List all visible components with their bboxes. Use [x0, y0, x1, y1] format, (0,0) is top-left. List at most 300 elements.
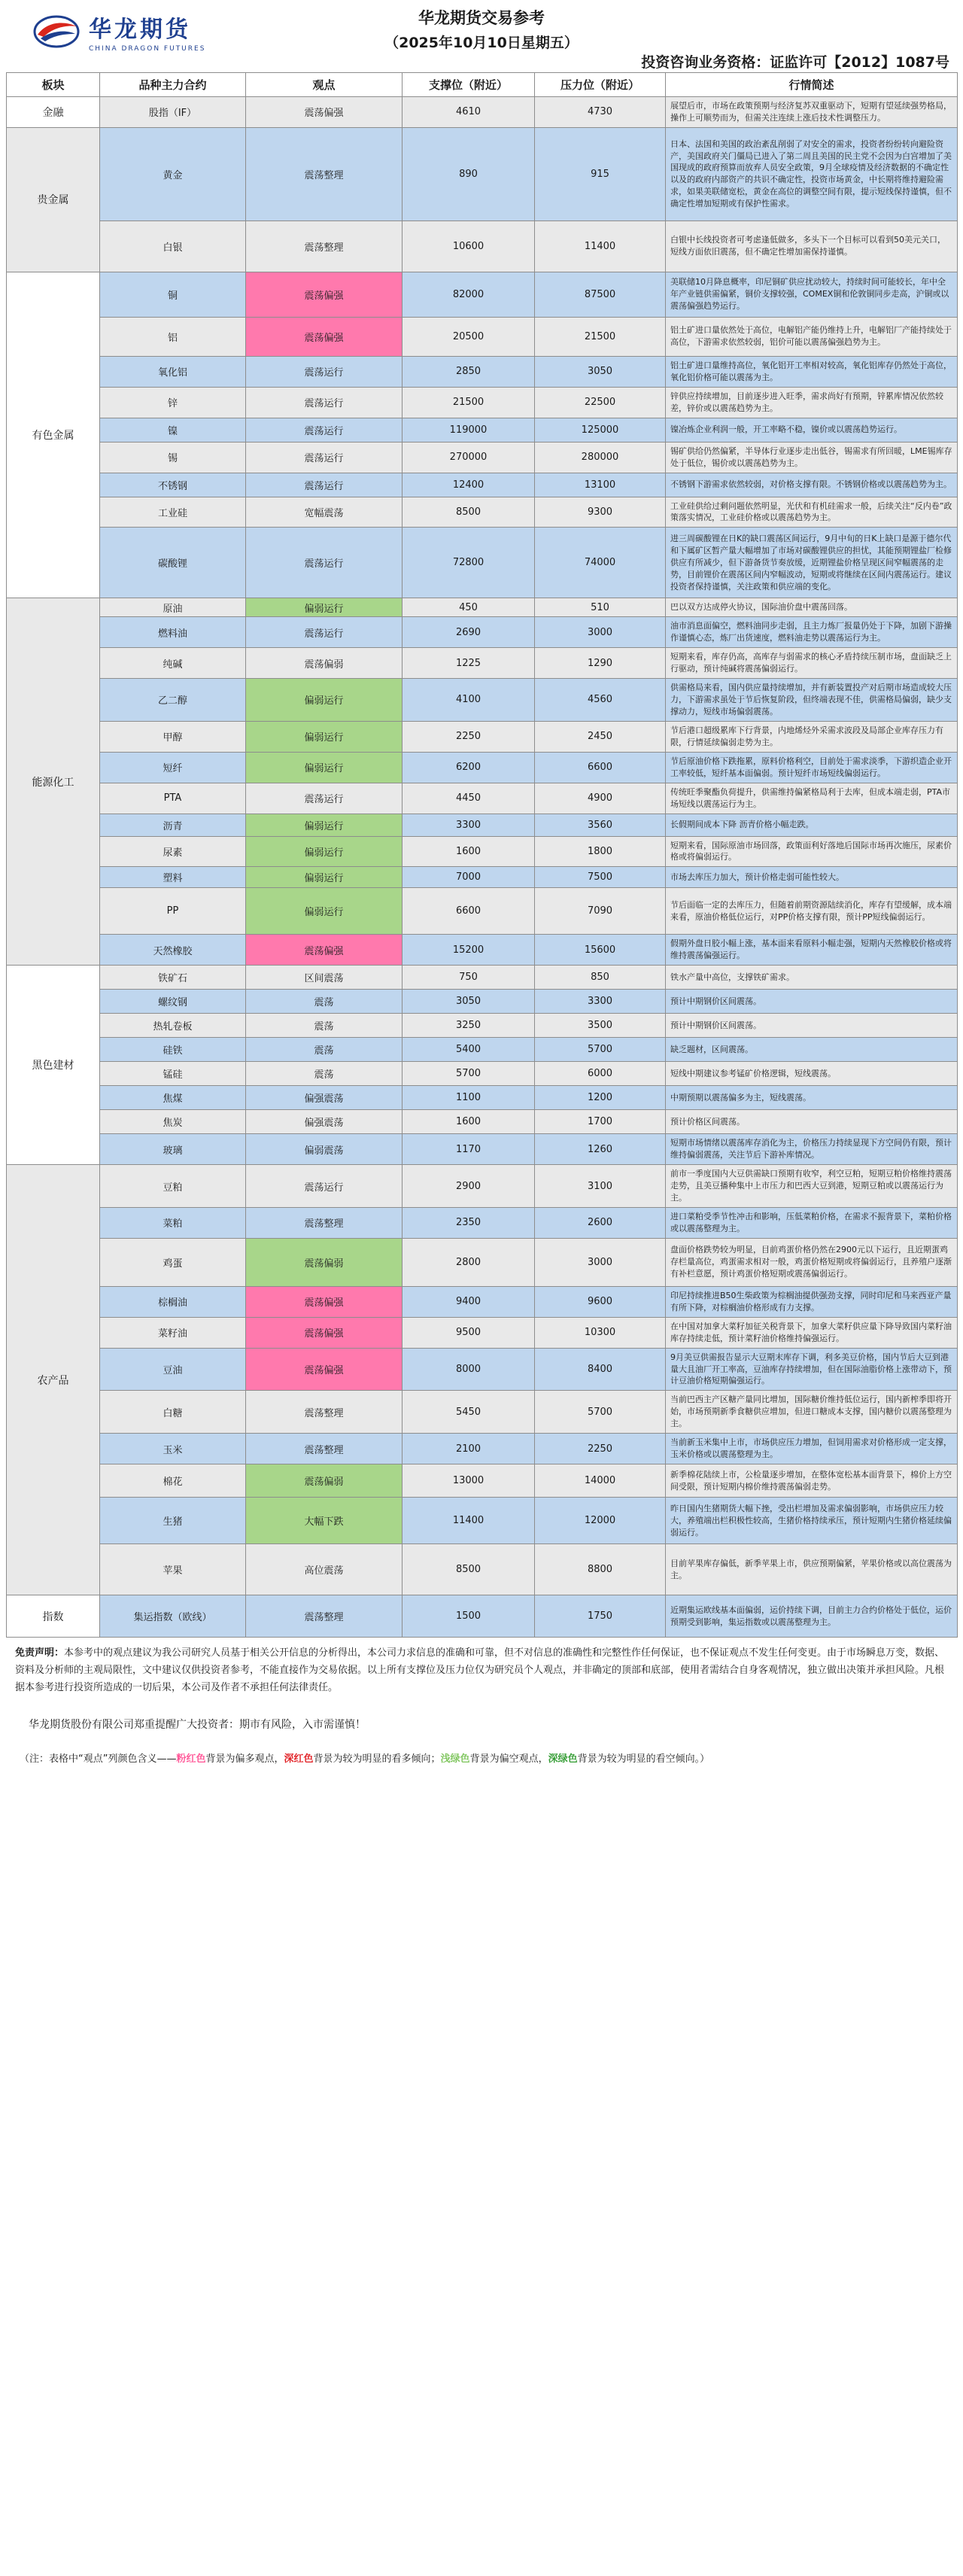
support-cell: 2350 [403, 1207, 535, 1238]
table-row [7, 497, 958, 528]
support-cell: 3250 [403, 1014, 535, 1038]
product-cell: 棕榈油 [100, 1286, 246, 1317]
view-cell: 宽幅震荡 [246, 497, 403, 528]
legend-darkgreen-text: 背景为较为明显的看空倾向。） [577, 1753, 710, 1765]
description-cell: 节后面临一定的去库压力，但随着前期资源陆续消化，库存有望缓解，成本端来看，原油价格低位运行，对PP价格支撑有限，预计PP短线偏弱运行。 [666, 888, 958, 935]
product-cell: 锰硅 [100, 1062, 246, 1086]
resistance-cell: 8800 [535, 1544, 666, 1595]
table-row [7, 317, 958, 356]
resistance-cell: 2450 [535, 721, 666, 752]
resistance-cell: 3100 [535, 1165, 666, 1208]
support-cell: 450 [403, 598, 535, 617]
product-cell: 沥青 [100, 814, 246, 836]
description-cell: 盘面价格跌势较为明显，目前鸡蛋价格仍然在2900元以下运行，且近期蛋鸡存栏量高位，鸡蛋需求相对一般，鸡蛋价格短期或将偏弱运行，且养殖户逐渐有补栏意愿，预计鸡蛋价格短期或震荡偏弱运行。 [666, 1238, 958, 1286]
table-row [7, 220, 958, 272]
support-cell: 750 [403, 966, 535, 990]
resistance-cell: 4560 [535, 679, 666, 722]
resistance-cell: 6600 [535, 752, 666, 783]
view-cell: 震荡运行 [246, 783, 403, 814]
note-prefix: （注：表格中“观点”列颜色含义—— [20, 1753, 177, 1765]
view-cell: 震荡运行 [246, 528, 403, 598]
description-cell: 镍冶炼企业利润一般，开工率略不稳，镍价或以震荡趋势运行。 [666, 418, 958, 442]
description-cell: 预计价格区间震荡。 [666, 1110, 958, 1134]
table-row [7, 442, 958, 473]
support-cell: 8500 [403, 497, 535, 528]
view-cell: 震荡整理 [246, 1595, 403, 1638]
product-cell: 原油 [100, 598, 246, 617]
resistance-cell: 11400 [535, 220, 666, 272]
description-cell: 长假期间成本下降 沥青价格小幅走跌。 [666, 814, 958, 836]
product-cell: 天然橡胶 [100, 935, 246, 966]
support-cell: 11400 [403, 1498, 535, 1544]
view-cell: 震荡 [246, 1062, 403, 1086]
description-cell: 昨日国内生猪期货大幅下挫，受出栏增加及需求偏弱影响，市场供应压力较大，养殖端出栏积极性较高，生猪价格持续承压，预计短期内生猪价格延续偏弱运行。 [666, 1498, 958, 1544]
table-row [7, 721, 958, 752]
company-reminder: 华龙期货股份有限公司郑重提醒广大投资者：期市有风险，入市需谨慎！ [29, 1719, 366, 1732]
table-row [7, 97, 958, 128]
resistance-cell: 9300 [535, 497, 666, 528]
support-cell: 9400 [403, 1286, 535, 1317]
support-cell: 2850 [403, 356, 535, 387]
product-cell: 燃料油 [100, 617, 246, 648]
view-cell: 偏弱运行 [246, 814, 403, 836]
sector-cell: 黑色建材 [7, 966, 100, 1165]
product-cell: 锡 [100, 442, 246, 473]
description-cell: 短期来看，库存仍高，高库存与弱需求的核心矛盾持续压制市场，盘面缺乏上行驱动，预计纯碱将震荡偏弱运行。 [666, 648, 958, 679]
view-cell: 震荡整理 [246, 1434, 403, 1464]
resistance-cell: 22500 [535, 387, 666, 418]
sector-cell: 有色金属 [7, 272, 100, 598]
description-cell: 铁水产量中高位，支撑铁矿需求。 [666, 966, 958, 990]
support-cell: 21500 [403, 387, 535, 418]
support-cell: 8000 [403, 1348, 535, 1391]
view-cell: 震荡 [246, 990, 403, 1014]
legend-lightgreen-label: 浅绿色 [440, 1753, 470, 1765]
description-cell: 目前苹果库存偏低，新季苹果上市，供应预期偏紧，苹果价格或以高位震荡为主。 [666, 1544, 958, 1595]
view-cell: 大幅下跌 [246, 1498, 403, 1544]
description-cell: 前市一季度国内大豆供需缺口预期有收窄，利空豆粕，短期豆粕价格维持震荡走势，且美豆播种集中上市压力和巴西大豆到港，短期豆粕或以震荡运行为主。 [666, 1165, 958, 1208]
table-row [7, 1498, 958, 1544]
view-cell: 震荡运行 [246, 442, 403, 473]
view-cell: 偏弱运行 [246, 888, 403, 935]
support-cell: 2250 [403, 721, 535, 752]
product-cell: 热轧卷板 [100, 1014, 246, 1038]
support-cell: 20500 [403, 317, 535, 356]
product-cell: 塑料 [100, 867, 246, 888]
view-cell: 震荡整理 [246, 127, 403, 220]
product-cell: 不锈钢 [100, 473, 246, 497]
description-cell: 缺乏题材，区间震荡。 [666, 1038, 958, 1062]
table-row [7, 272, 958, 317]
product-cell: 黄金 [100, 127, 246, 220]
table-body [7, 97, 958, 1638]
support-cell: 10600 [403, 220, 535, 272]
table-row [7, 127, 958, 220]
legend-pink-label: 粉红色 [176, 1753, 206, 1765]
product-cell: 鸡蛋 [100, 1238, 246, 1286]
support-cell: 2900 [403, 1165, 535, 1208]
sector-cell: 能源化工 [7, 598, 100, 966]
view-cell: 偏弱运行 [246, 721, 403, 752]
description-cell: 在中国对加拿大菜籽加征关税背景下，加拿大菜籽供应量下降导致国内菜籽油库存持续走低，预计菜籽油价格维持偏强运行。 [666, 1317, 958, 1348]
product-cell: 股指（IF） [100, 97, 246, 128]
description-cell: 节后原油价格下跌拖累，原料价格利空，目前处于需求淡季，下游织造企业开工率较低，短纤基本面偏弱。预计短纤市场短线偏弱运行。 [666, 752, 958, 783]
license-info: 投资咨询业务资格：证监许可【2012】1087号 [641, 54, 949, 71]
description-cell: 日本、法国和美国的政治紊乱削弱了对安全的需求，投资者纷纷转向避险资产，美国政府关门僵局已进入了第二周且美国的民主党不会因为白宫增加了美国现成的政府预算而放弃人员安全政策，9月全球疫情及经济数据的不确定性以及的政府内部资产的共识不确定性，投资市场黄金，中长期将维持避险需求，如果美联储宽松，黄金在高位的调整空间有限，提示短线保持谨慎，但不确定性增加短期或有保护性需求。 [666, 127, 958, 220]
table-row [7, 617, 958, 648]
product-cell: 生猪 [100, 1498, 246, 1544]
view-cell: 震荡整理 [246, 1391, 403, 1434]
report-footer [6, 1638, 957, 1769]
table-row [7, 783, 958, 814]
product-cell: 纯碱 [100, 648, 246, 679]
view-cell: 偏弱运行 [246, 598, 403, 617]
description-cell: 当前新玉米集中上市，市场供应压力增加，但饲用需求对价格形成一定支撑，玉米价格或以震荡整理为主。 [666, 1434, 958, 1464]
product-cell: 玻璃 [100, 1134, 246, 1165]
support-cell: 4100 [403, 679, 535, 722]
table-row [7, 888, 958, 935]
support-cell: 270000 [403, 442, 535, 473]
support-cell: 5400 [403, 1038, 535, 1062]
resistance-cell: 4900 [535, 783, 666, 814]
view-cell: 震荡偏强 [246, 317, 403, 356]
table-row [7, 1110, 958, 1134]
support-cell: 5700 [403, 1062, 535, 1086]
view-cell: 震荡运行 [246, 1165, 403, 1208]
table-row [7, 867, 958, 888]
resistance-cell: 1800 [535, 836, 666, 867]
resistance-cell: 3050 [535, 356, 666, 387]
table-row [7, 814, 958, 836]
disclaimer-label: 免责声明： [15, 1647, 65, 1659]
product-cell: 铝 [100, 317, 246, 356]
support-cell: 5450 [403, 1391, 535, 1434]
support-cell: 1100 [403, 1086, 535, 1110]
support-cell: 72800 [403, 528, 535, 598]
view-cell: 高位震荡 [246, 1544, 403, 1595]
resistance-cell: 1290 [535, 648, 666, 679]
product-cell: 焦煤 [100, 1086, 246, 1110]
view-cell: 区间震荡 [246, 966, 403, 990]
column-header-sector: 板块 [7, 73, 100, 97]
resistance-cell: 2600 [535, 1207, 666, 1238]
support-cell: 12400 [403, 473, 535, 497]
table-row [7, 1348, 958, 1391]
view-cell: 偏弱运行 [246, 867, 403, 888]
product-cell: 铜 [100, 272, 246, 317]
resistance-cell: 915 [535, 127, 666, 220]
product-cell: 白银 [100, 220, 246, 272]
product-cell: 碳酸锂 [100, 528, 246, 598]
resistance-cell: 1200 [535, 1086, 666, 1110]
view-cell: 震荡运行 [246, 418, 403, 442]
table-row [7, 1544, 958, 1595]
support-cell: 1600 [403, 836, 535, 867]
product-cell: 螺纹钢 [100, 990, 246, 1014]
sector-cell: 贵金属 [7, 127, 100, 272]
view-cell: 震荡偏强 [246, 935, 403, 966]
description-cell: 进口菜粕受季节性冲击和影响，压低菜粕价格，在需求不振背景下，菜粕价格或以震荡整理为主。 [666, 1207, 958, 1238]
description-cell: 铝土矿进口量依然处于高位，电解铝产能仍维持上升，电解铝厂产能持续处于高位，下游需求依然较弱，铝价可能以震荡偏强趋势为主。 [666, 317, 958, 356]
view-cell: 震荡整理 [246, 220, 403, 272]
table-row [7, 935, 958, 966]
support-cell: 1225 [403, 648, 535, 679]
resistance-cell: 8400 [535, 1348, 666, 1391]
support-cell: 8500 [403, 1544, 535, 1595]
description-cell: 近期集运欧线基本面偏弱，运价持续下调，目前主力合约价格处于低位，运价预期受到影响，集运指数或以震荡整理为主。 [666, 1595, 958, 1638]
support-cell: 3300 [403, 814, 535, 836]
table-row [7, 1595, 958, 1638]
view-cell: 震荡运行 [246, 387, 403, 418]
resistance-cell: 510 [535, 598, 666, 617]
resistance-cell: 3560 [535, 814, 666, 836]
report-title: 华龙期货交易参考 [418, 9, 545, 27]
description-cell: 锡矿供给仍然偏紧，半导体行业逐步走出低谷，锡需求有所回暖，LME锡库存处于低位，锡价或以震荡趋势为主。 [666, 442, 958, 473]
table-row [7, 1317, 958, 1348]
support-cell: 7000 [403, 867, 535, 888]
product-cell: 菜粕 [100, 1207, 246, 1238]
resistance-cell: 3000 [535, 1238, 666, 1286]
table-row [7, 598, 958, 617]
sector-cell: 农产品 [7, 1165, 100, 1595]
description-cell: 铝土矿进口量维持高位，氧化铝开工率相对较高，氧化铝库存仍然处于高位，氧化铝价格可能以震荡为主。 [666, 356, 958, 387]
table-row [7, 966, 958, 990]
support-cell: 4450 [403, 783, 535, 814]
view-cell: 震荡偏弱 [246, 1464, 403, 1498]
description-cell: 假期外盘日胶小幅上涨，基本面来看原料小幅走强，短期内天然橡胶价格或将维持震荡偏强运行。 [666, 935, 958, 966]
table-row [7, 528, 958, 598]
description-cell: 锌供应持续增加，目前逐步进入旺季，需求尚好有预期，锌累库情况依然较差，锌价或以震荡趋势为主。 [666, 387, 958, 418]
resistance-cell: 850 [535, 966, 666, 990]
product-cell: 棉花 [100, 1464, 246, 1498]
product-cell: 氧化铝 [100, 356, 246, 387]
product-cell: PTA [100, 783, 246, 814]
view-cell: 震荡偏强 [246, 97, 403, 128]
sector-cell: 指数 [7, 1595, 100, 1638]
report-date: （2025年10月10日星期五） [384, 35, 579, 51]
resistance-cell: 21500 [535, 317, 666, 356]
resistance-cell: 280000 [535, 442, 666, 473]
table-row [7, 418, 958, 442]
product-cell: 甲醇 [100, 721, 246, 752]
product-cell: 焦炭 [100, 1110, 246, 1134]
column-header-product: 品种主力合约 [100, 73, 246, 97]
product-cell: 菜籽油 [100, 1317, 246, 1348]
support-cell: 890 [403, 127, 535, 220]
description-cell: 供需格局来看，国内供应量持续增加，并有新装置投产对后期市场造成较大压力，下游需求虽处于节后恢复阶段，但终端表现不佳，供需格局偏弱，缺少支撑动力，短线市场偏弱震荡。 [666, 679, 958, 722]
description-cell: 巴以双方达成停火协议，国际油价盘中震荡回落。 [666, 598, 958, 617]
resistance-cell: 3300 [535, 990, 666, 1014]
product-cell: 乙二醇 [100, 679, 246, 722]
table-row [7, 1464, 958, 1498]
resistance-cell: 125000 [535, 418, 666, 442]
product-cell: 镍 [100, 418, 246, 442]
description-cell: 预计中期钢价区间震荡。 [666, 990, 958, 1014]
description-cell: 短期来看，国际原油市场回落，政策面利好落地后国际市场再次施压，尿素价格或将偏弱运行。 [666, 836, 958, 867]
table-header-row [7, 73, 958, 97]
support-cell: 15200 [403, 935, 535, 966]
resistance-cell: 4730 [535, 97, 666, 128]
description-cell: 工业硅供给过剩问题依然明显，光伏和有机硅需求一般，后续关注“反内卷”政策落实情况，工业硅价格或以震荡趋势为主。 [666, 497, 958, 528]
description-cell: 印尼持续推进B50生柴政策为棕榈油提供强劲支撑，同时印尼和马来西亚产量有所下降，对棕榈油价格形成有力支撑。 [666, 1286, 958, 1317]
report-header [6, 0, 957, 72]
description-cell: 预计中期钢价区间震荡。 [666, 1014, 958, 1038]
support-cell: 2690 [403, 617, 535, 648]
description-cell: 新季棉花陆续上市，公检量逐步增加，在整体宽松基本面背景下，棉价上方空间受限，预计短期内棉价维持震荡偏弱走势。 [666, 1464, 958, 1498]
table-row [7, 473, 958, 497]
column-header-resistance: 压力位（附近） [535, 73, 666, 97]
resistance-cell: 1700 [535, 1110, 666, 1134]
resistance-cell: 15600 [535, 935, 666, 966]
description-cell: 白银中长线投资者可考虑逢低做多，多头下一个目标可以看到50美元关口，短线方面依旧震荡，但不确定性增加需保持谨慎。 [666, 220, 958, 272]
column-header-view: 观点 [246, 73, 403, 97]
support-cell: 82000 [403, 272, 535, 317]
table-row [7, 1086, 958, 1110]
description-cell: 当前巴西主产区糖产量同比增加，国际糖价维持低位运行，国内新榨季即将开始，市场预期新季食糖供应增加，但进口糖成本支撑，国内糖价以震荡整理为主。 [666, 1391, 958, 1434]
resistance-cell: 2250 [535, 1434, 666, 1464]
view-cell: 偏弱震荡 [246, 1134, 403, 1165]
product-cell: 锌 [100, 387, 246, 418]
disclaimer-text: 本参考中的观点建议为我公司研究人员基于相关公开信息的分析得出，本公司力求信息的准确和可靠，但不对信息的准确性和完整性作任何保证，也不保证观点不发生任何变更。由于市场瞬息万变，数据、资料及分析师的主观局限性，文中建议仅供投资者参考，不能直接作为交易依据。以上所有支撑位及压力位仅为研究员个人观点，并非确定的顶部和底部，使用者需结合自身客观情况，独立做出决策并承担风险。凡根据本参考进行投资所造成的一切后果，本公司及作者不承担任何法律责任。 [15, 1647, 945, 1693]
view-cell: 偏弱运行 [246, 679, 403, 722]
view-cell: 震荡偏强 [246, 1286, 403, 1317]
table-row [7, 387, 958, 418]
product-cell: 玉米 [100, 1434, 246, 1464]
support-cell: 13000 [403, 1464, 535, 1498]
product-cell: 集运指数（欧线） [100, 1595, 246, 1638]
description-cell: 中期预期以震荡偏多为主，短线震荡。 [666, 1086, 958, 1110]
table-row [7, 679, 958, 722]
sector-cell: 金融 [7, 97, 100, 128]
view-cell: 震荡偏弱 [246, 648, 403, 679]
view-cell: 震荡运行 [246, 356, 403, 387]
table-row [7, 1207, 958, 1238]
view-cell: 震荡偏弱 [246, 1238, 403, 1286]
support-cell: 1500 [403, 1595, 535, 1638]
brand-name-cn: 华龙期货 [89, 17, 191, 43]
support-cell: 6600 [403, 888, 535, 935]
view-cell: 震荡偏强 [246, 1317, 403, 1348]
description-cell: 短线中期建议参考锰矿价格逻辑，短线震荡。 [666, 1062, 958, 1086]
view-cell: 震荡偏强 [246, 272, 403, 317]
support-cell: 9500 [403, 1317, 535, 1348]
resistance-cell: 10300 [535, 1317, 666, 1348]
legend-darkgreen-label: 深绿色 [548, 1753, 578, 1765]
product-cell: PP [100, 888, 246, 935]
product-cell: 硅铁 [100, 1038, 246, 1062]
view-cell: 震荡运行 [246, 617, 403, 648]
resistance-cell: 13100 [535, 473, 666, 497]
resistance-cell: 74000 [535, 528, 666, 598]
resistance-cell: 1750 [535, 1595, 666, 1638]
table-row [7, 648, 958, 679]
product-cell: 尿素 [100, 836, 246, 867]
resistance-cell: 3500 [535, 1014, 666, 1038]
product-cell: 短纤 [100, 752, 246, 783]
description-cell: 展望后市，市场在政策预期与经济复苏双重驱动下，短期有望延续强势格局，操作上可顺势而为，但需关注连续上涨后技术性调整压力。 [666, 97, 958, 128]
resistance-cell: 7500 [535, 867, 666, 888]
table-row [7, 1038, 958, 1062]
table-row [7, 1165, 958, 1208]
view-cell: 震荡运行 [246, 473, 403, 497]
support-cell: 6200 [403, 752, 535, 783]
product-cell: 工业硅 [100, 497, 246, 528]
view-cell: 偏强震荡 [246, 1110, 403, 1134]
table-row [7, 1391, 958, 1434]
table-row [7, 1238, 958, 1286]
legend-lightgreen-text: 背景为偏空观点， [469, 1753, 548, 1765]
resistance-cell: 1260 [535, 1134, 666, 1165]
view-cell: 震荡偏强 [246, 1348, 403, 1391]
product-cell: 豆油 [100, 1348, 246, 1391]
support-cell: 3050 [403, 990, 535, 1014]
view-cell: 震荡整理 [246, 1207, 403, 1238]
support-cell: 1170 [403, 1134, 535, 1165]
description-cell: 油市消息面偏空，燃料油同步走弱，且主力炼厂报量仍处于下降，加剧下游操作谨慎心态，炼厂出货速度，燃料油走势以震荡运行为主。 [666, 617, 958, 648]
resistance-cell: 12000 [535, 1498, 666, 1544]
column-header-support: 支撑位（附近） [403, 73, 535, 97]
legend-red-label: 深红色 [284, 1753, 314, 1765]
table-row [7, 1014, 958, 1038]
legend-pink-text: 背景为偏多观点， [205, 1753, 284, 1765]
view-cell: 偏强震荡 [246, 1086, 403, 1110]
description-cell: 进三周碳酸锂在日K的缺口震荡区间运行，9月中旬的日K上缺口是源于德尔代和下属矿区暂产量大幅增加了市场对碳酸锂供应的担忧，其能预期锂盐厂检修供应有所减少，但下游备货节奏放缓，近期锂盐价格呈现区间窄幅震荡的走势，目前锂价在震荡区间内窄幅波动，短期或将继续在区间内震荡运行。建议投资者保持谨慎，关注政策和供应端的变化。 [666, 528, 958, 598]
resistance-cell: 14000 [535, 1464, 666, 1498]
color-legend-note [15, 1751, 948, 1769]
support-cell: 1600 [403, 1110, 535, 1134]
resistance-cell: 5700 [535, 1038, 666, 1062]
table-row [7, 990, 958, 1014]
product-cell: 苹果 [100, 1544, 246, 1595]
description-cell: 市场去库压力加大，预计价格走弱可能性较大。 [666, 867, 958, 888]
description-cell: 9月美豆供需报告显示大豆期末库存下调，利多美豆价格，国内节后大豆到港量大且油厂开工率高，豆油库存持续增加，但在国际油脂价格上涨带动下，预计豆油价格短期偏强运行。 [666, 1348, 958, 1391]
table-row [7, 356, 958, 387]
resistance-cell: 9600 [535, 1286, 666, 1317]
view-cell: 偏弱运行 [246, 836, 403, 867]
support-cell: 2100 [403, 1434, 535, 1464]
resistance-cell: 87500 [535, 272, 666, 317]
product-cell: 豆粕 [100, 1165, 246, 1208]
description-cell: 短期市场情绪以震荡库存消化为主，价格压力持续显现下方空间仍有限，预计维持偏弱震荡，关注节后下游补库情况。 [666, 1134, 958, 1165]
description-cell: 节后港口超级累库下行背景，内地烯烃外采需求波段及局部企业库存压力有限，行情延续偏弱走势为主。 [666, 721, 958, 752]
description-cell: 不锈钢下游需求依然较弱，对价格支撑有限。不锈钢价格或以震荡趋势为主。 [666, 473, 958, 497]
table-row [7, 1062, 958, 1086]
disclaimer [15, 1645, 948, 1696]
view-cell: 偏弱运行 [246, 752, 403, 783]
table-row [7, 1134, 958, 1165]
product-cell: 白糖 [100, 1391, 246, 1434]
support-cell: 119000 [403, 418, 535, 442]
product-cell: 铁矿石 [100, 966, 246, 990]
support-cell: 2800 [403, 1238, 535, 1286]
resistance-cell: 3000 [535, 617, 666, 648]
view-cell: 震荡 [246, 1014, 403, 1038]
reference-table [6, 72, 958, 1638]
brand-name-en: CHINA DRAGON FUTURES [89, 45, 206, 53]
column-header-description: 行情简述 [666, 73, 958, 97]
table-row [7, 752, 958, 783]
resistance-cell: 5700 [535, 1391, 666, 1434]
description-cell: 传统旺季聚酯负荷提升，供需维持偏紧格局利于去库，但成本端走弱，PTA市场短线以震荡运行为主。 [666, 783, 958, 814]
resistance-cell: 6000 [535, 1062, 666, 1086]
table-row [7, 1434, 958, 1464]
resistance-cell: 7090 [535, 888, 666, 935]
support-cell: 4610 [403, 97, 535, 128]
legend-red-text: 背景为较为明显的看多倾向； [313, 1753, 441, 1765]
table-row [7, 1286, 958, 1317]
description-cell: 美联储10月降息概率，印尼铜矿供应扰动较大，持续时间可能较长，年中全年产业链供需偏紧，铜价支撑较强，COMEX铜和伦敦铜同步走高，沪铜或以震荡偏强趋势运行。 [666, 272, 958, 317]
view-cell: 震荡 [246, 1038, 403, 1062]
